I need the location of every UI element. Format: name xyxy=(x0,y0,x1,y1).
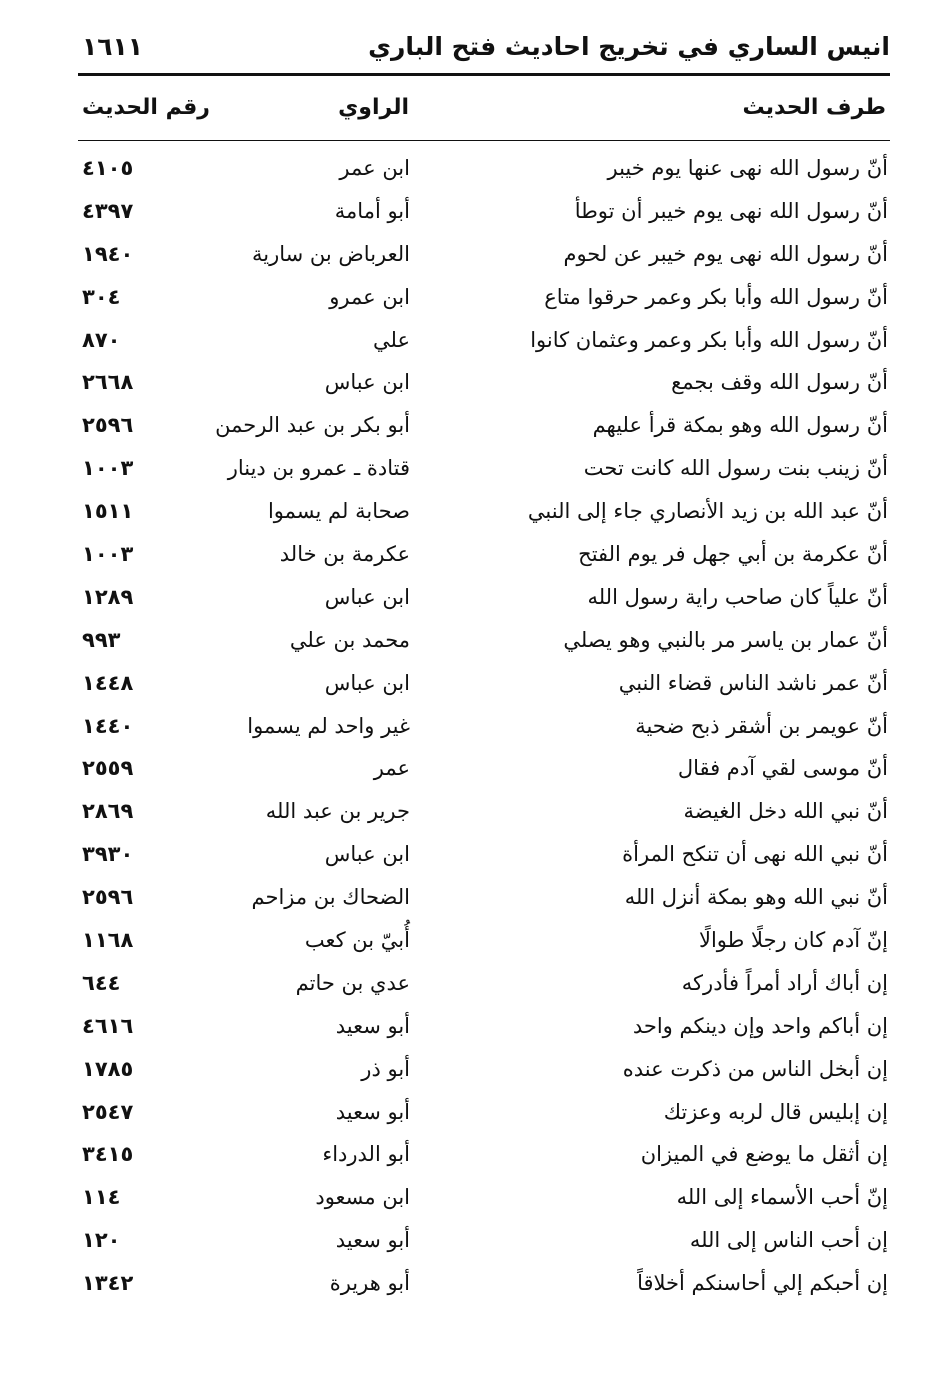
running-header xyxy=(78,28,890,68)
hadith-incipit: إنّ أحب الأسماء إلى الله xyxy=(676,1185,888,1210)
hadith-incipit: أنّ علياً كان صاحب راية رسول الله xyxy=(587,584,888,609)
hadith-number: ٤١٠٥ xyxy=(82,156,134,180)
table-row xyxy=(0,622,943,665)
narrator: أبو هريرة xyxy=(329,1271,410,1296)
hadith-incipit: إن أباك أراد أمراً فأدركه xyxy=(681,970,888,995)
hadith-number: ١٤٤٨ xyxy=(82,670,134,695)
narrator: غير واحد لم يسموا xyxy=(247,713,410,738)
hadith-incipit: أنّ رسول الله نهى عنها يوم خيبر xyxy=(607,156,888,180)
hadith-incipit: أنّ عمر ناشد الناس قضاء النبي xyxy=(618,670,888,695)
hadith-number: ١١٤ xyxy=(82,1185,121,1210)
table-row xyxy=(0,579,943,622)
hadith-number: ٣٩٣٠ xyxy=(82,842,134,867)
hadith-number: ٢٥٤٧ xyxy=(82,1099,134,1124)
table-row xyxy=(0,922,943,965)
narrator: أبو أمامة xyxy=(334,198,410,223)
table-row xyxy=(0,1265,943,1308)
hadith-incipit: أنّ رسول الله وأبا بكر وعمر حرقوا متاع xyxy=(544,284,888,309)
table-row xyxy=(0,836,943,879)
hadith-index-table xyxy=(0,150,943,1308)
table-row xyxy=(0,965,943,1008)
narrator: ابن عباس xyxy=(324,842,410,867)
narrator: ابن عباس xyxy=(324,370,410,395)
hadith-incipit: أنّ رسول الله نهى يوم خيبر عن لحوم xyxy=(563,241,888,266)
hadith-incipit: إن إبليس قال لربه وعزتك xyxy=(663,1099,888,1124)
hadith-number: ٣٤١٥ xyxy=(82,1142,134,1167)
hadith-number: ١٢٨٩ xyxy=(82,584,134,609)
table-row xyxy=(0,279,943,322)
column-header-hadith-number: رقم الحديث xyxy=(82,95,210,120)
narrator: ابن مسعود xyxy=(315,1185,410,1210)
hadith-number: ١٣٤٢ xyxy=(82,1271,134,1296)
narrator: أبو سعيد xyxy=(335,1099,410,1124)
table-row xyxy=(0,364,943,407)
hadith-number: ١٠٠٣ xyxy=(82,456,134,481)
book-title: انيس الساري في تخريج احاديث فتح الباري xyxy=(368,32,890,61)
table-row xyxy=(0,150,943,193)
hadith-number: ٤٦١٦ xyxy=(82,1013,134,1038)
table-row xyxy=(0,879,943,922)
hadith-number: ١٠٠٣ xyxy=(82,542,134,567)
narrator: أبو الدرداء xyxy=(322,1142,410,1167)
narrator: عمر xyxy=(373,756,410,781)
hadith-incipit: إن أحبكم إلي أحاسنكم أخلاقاً xyxy=(637,1271,888,1296)
table-row xyxy=(0,450,943,493)
hadith-incipit: أنّ نبي الله دخل الغيضة xyxy=(683,799,888,824)
hadith-incipit: إن أثقل ما يوضع في الميزان xyxy=(640,1142,888,1167)
hadith-number: ٢٦٦٨ xyxy=(82,370,134,395)
narrator: عدي بن حاتم xyxy=(295,970,410,995)
table-row xyxy=(0,665,943,708)
hadith-incipit: أنّ رسول الله وأبا بكر وعمر وعثمان كانوا xyxy=(530,327,888,352)
hadith-number: ٩٩٣ xyxy=(82,627,121,652)
hadith-incipit: أنّ عبد الله بن زيد الأنصاري جاء إلى النبي xyxy=(527,499,888,524)
narrator: علي xyxy=(373,327,410,352)
hadith-incipit: أنّ رسول الله نهى يوم خيبر أن توطأ xyxy=(574,198,888,223)
column-header-rule xyxy=(78,140,890,141)
hadith-number: ١٤٤٠ xyxy=(82,713,134,738)
narrator: الضحاك بن مزاحم xyxy=(251,885,410,910)
narrator: قتادة ـ عمرو بن دينار xyxy=(227,456,410,481)
hadith-number: ٢٥٩٦ xyxy=(82,885,134,910)
table-row xyxy=(0,536,943,579)
table-row xyxy=(0,708,943,751)
table-row xyxy=(0,322,943,365)
hadith-number: ١٩٤٠ xyxy=(82,241,134,266)
table-row xyxy=(0,750,943,793)
hadith-incipit: إنّ آدم كان رجلًا طوالًا xyxy=(699,928,888,953)
hadith-incipit: أنّ عمار بن ياسر مر بالنبي وهو يصلي xyxy=(563,627,888,652)
narrator: جرير بن عبد الله xyxy=(265,799,410,824)
narrator: ابن عمرو xyxy=(329,284,410,309)
narrator: أبو سعيد xyxy=(335,1228,410,1253)
hadith-incipit: أنّ عكرمة بن أبي جهل فر يوم الفتح xyxy=(578,542,888,567)
table-row xyxy=(0,793,943,836)
narrator: ابن عباس xyxy=(324,670,410,695)
hadith-number: ٦٤٤ xyxy=(82,970,121,995)
hadith-incipit: أنّ زينب بنت رسول الله كانت تحت xyxy=(583,456,888,481)
narrator: ابن عمر xyxy=(339,156,410,180)
hadith-number: ١١٦٨ xyxy=(82,928,134,953)
narrator: أُبيّ بن كعب xyxy=(304,928,410,953)
table-row xyxy=(0,236,943,279)
narrator: أبو بكر بن عبد الرحمن xyxy=(215,413,410,438)
table-row xyxy=(0,1136,943,1179)
narrator: أبو سعيد xyxy=(335,1013,410,1038)
table-row xyxy=(0,1222,943,1265)
hadith-incipit: أنّ عويمر بن أشقر ذبح ضحية xyxy=(635,713,888,738)
column-header-hadith-incipit: طرف الحديث xyxy=(742,95,886,120)
hadith-incipit: أنّ نبي الله وهو بمكة أنزل الله xyxy=(624,885,888,910)
hadith-incipit: أنّ رسول الله وهو بمكة قرأ عليهم xyxy=(592,413,888,438)
header-rule xyxy=(78,73,890,76)
hadith-incipit: إن أباكم واحد وإن دينكم واحد xyxy=(632,1013,888,1038)
column-header-narrator: الراوي xyxy=(338,95,409,120)
hadith-number: ٤٣٩٧ xyxy=(82,198,134,223)
table-row xyxy=(0,407,943,450)
hadith-number: ٨٧٠ xyxy=(82,327,121,352)
hadith-number: ٢٥٩٦ xyxy=(82,413,134,438)
table-row xyxy=(0,1008,943,1051)
page-number: ١٦١١ xyxy=(82,32,144,61)
hadith-number: ٣٠٤ xyxy=(82,284,121,309)
hadith-incipit: إن أحب الناس إلى الله xyxy=(689,1228,888,1253)
table-row xyxy=(0,1179,943,1222)
narrator: ابن عباس xyxy=(324,584,410,609)
narrator: أبو ذر xyxy=(361,1056,410,1081)
hadith-number: ١٢٠ xyxy=(82,1228,121,1253)
narrator: محمد بن علي xyxy=(289,627,410,652)
narrator: صحابة لم يسموا xyxy=(267,499,410,524)
hadith-incipit: أنّ رسول الله وقف بجمع xyxy=(671,370,888,395)
table-row xyxy=(0,1094,943,1137)
table-row xyxy=(0,193,943,236)
hadith-number: ١٥١١ xyxy=(82,499,134,524)
narrator: عكرمة بن خالد xyxy=(279,542,410,567)
table-row xyxy=(0,493,943,536)
table-row xyxy=(0,1051,943,1094)
hadith-incipit: إن أبخل الناس من ذكرت عنده xyxy=(622,1056,888,1081)
hadith-number: ٢٨٦٩ xyxy=(82,799,134,824)
hadith-incipit: أنّ نبي الله نهى أن تنكح المرأة xyxy=(622,842,888,867)
narrator: العرباض بن سارية xyxy=(251,241,410,266)
hadith-incipit: أنّ موسى لقي آدم فقال xyxy=(677,756,888,781)
hadith-number: ٢٥٥٩ xyxy=(82,756,134,781)
hadith-number: ١٧٨٥ xyxy=(82,1056,134,1081)
